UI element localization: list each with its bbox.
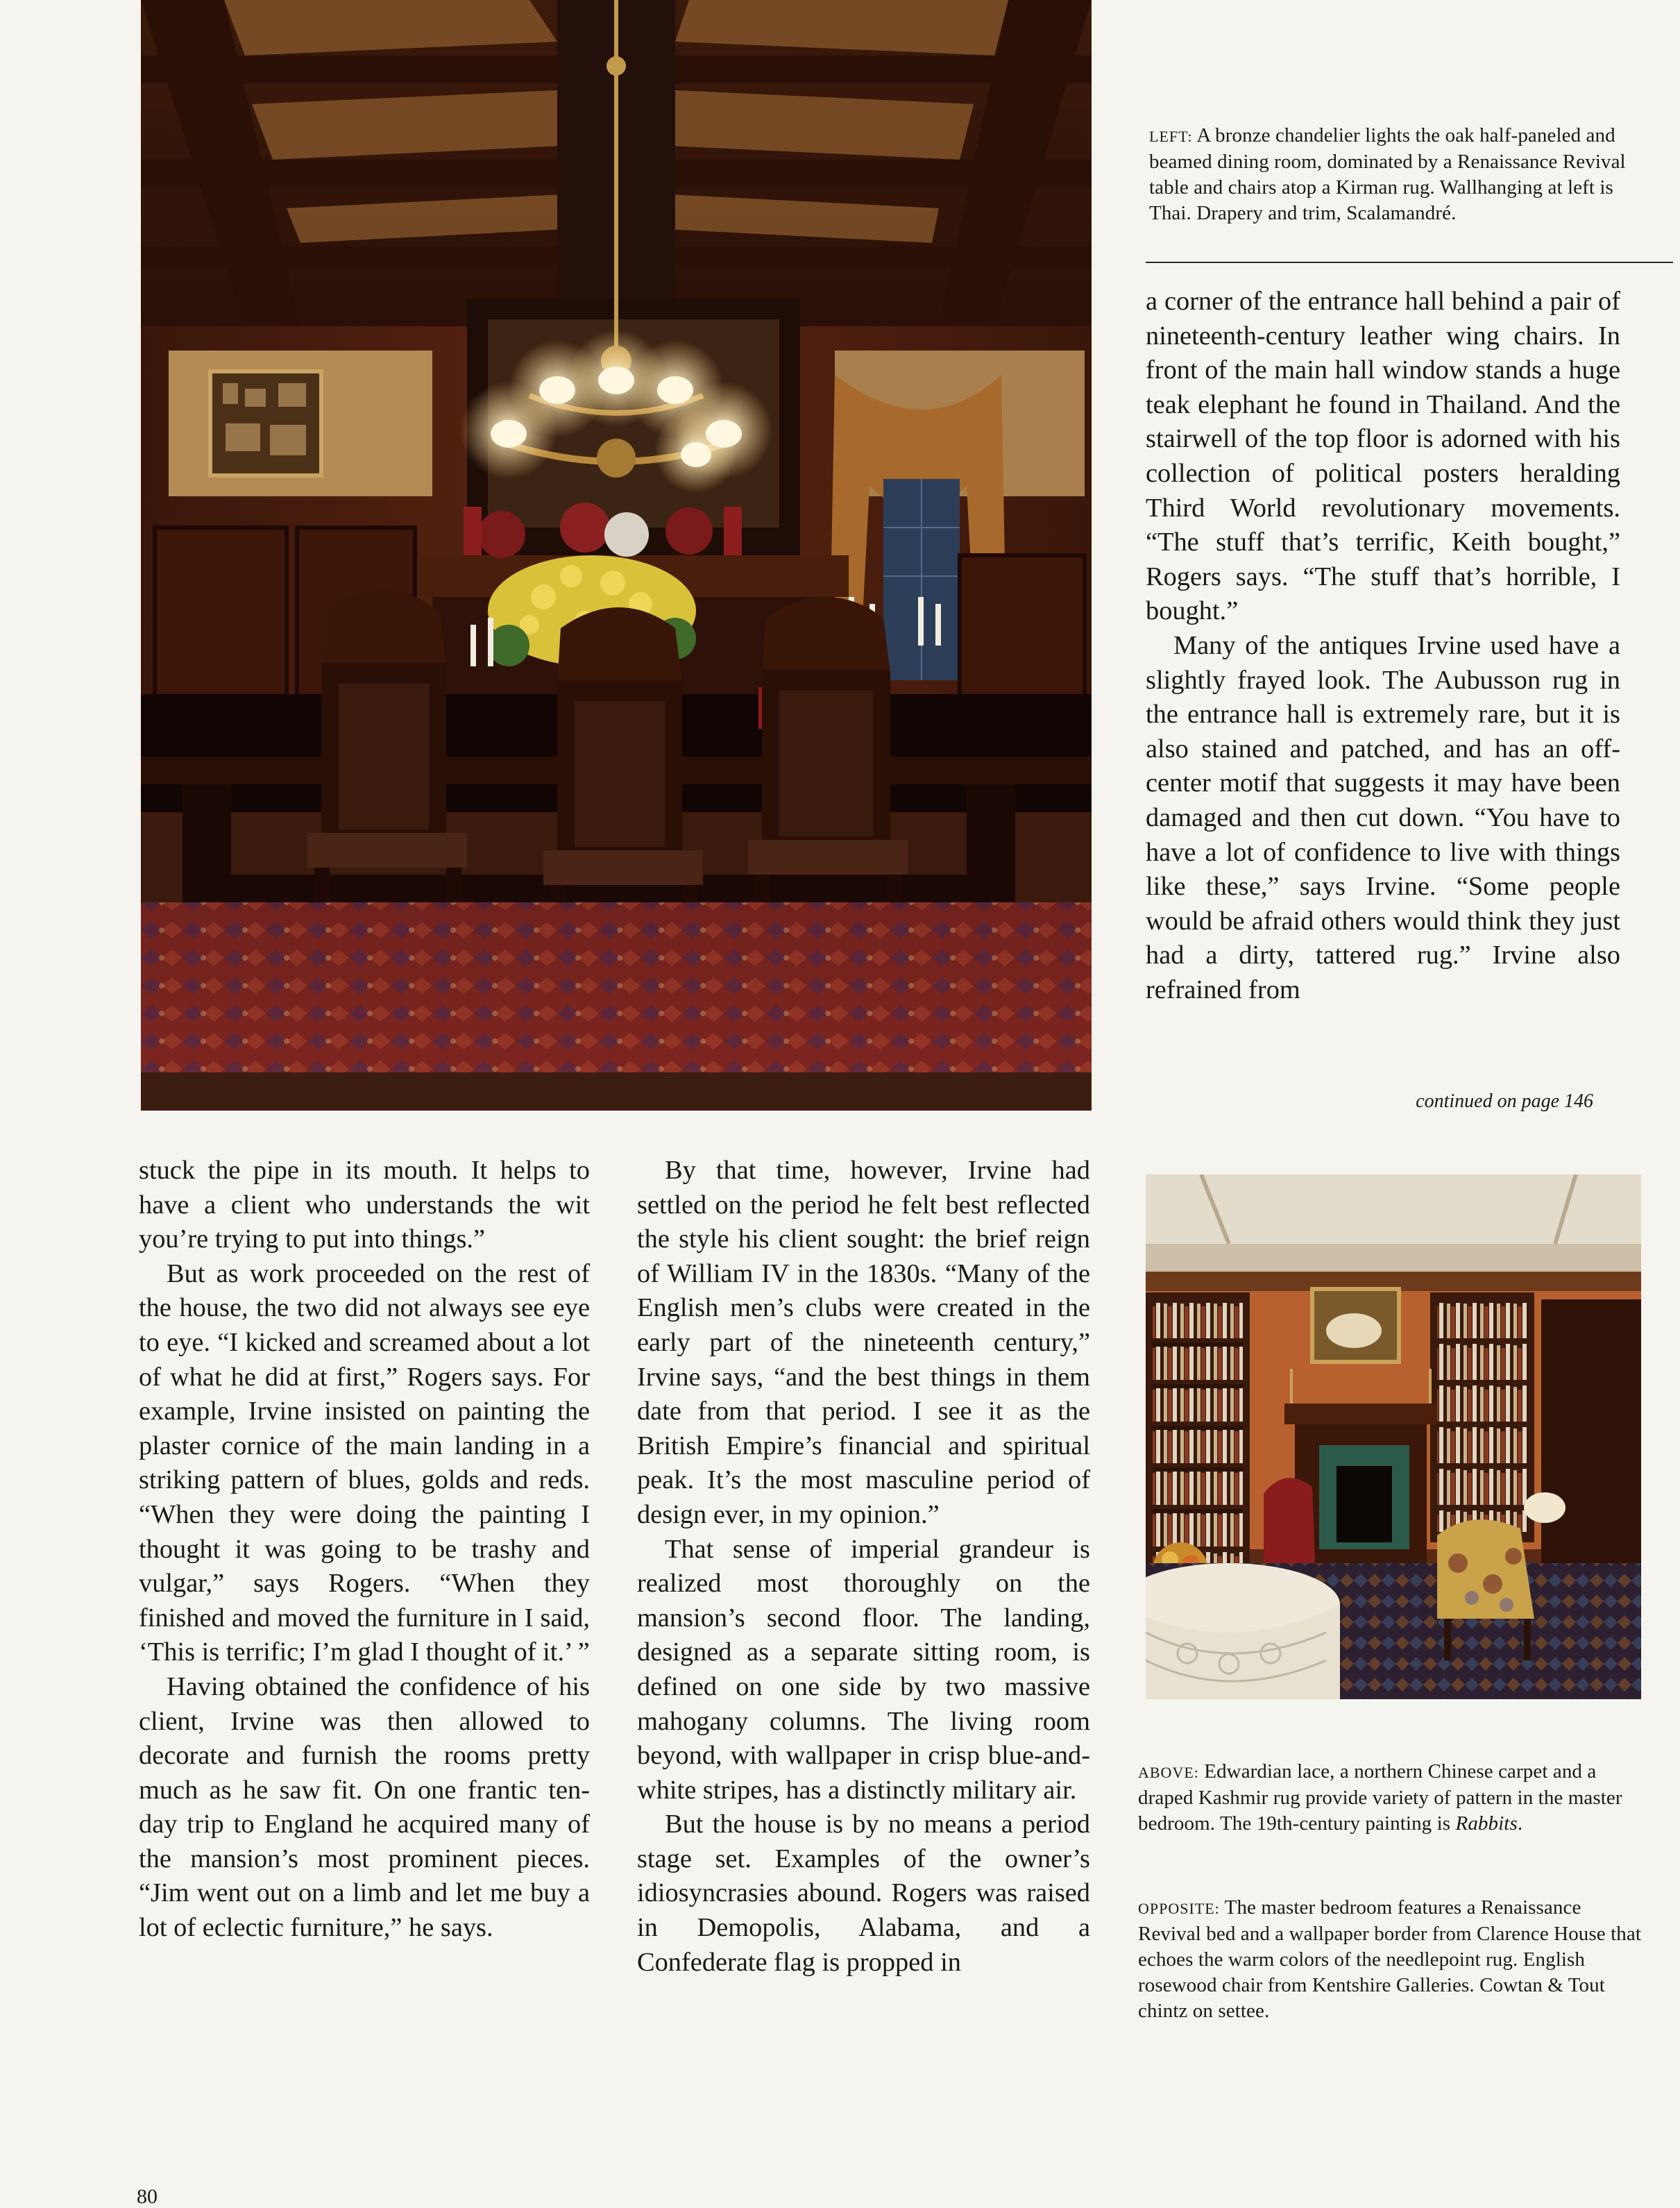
caption-tag: LEFT: — [1149, 128, 1193, 145]
paragraph: But as work proceeded on the rest of the house, the two did not always see eye to eye. “I kicked and screamed about a lot of what he did at first,” Rogers says. For example, Irvine insisted on painting the plaster cornice of the main landing in a striking pattern of blues, golds and reds. “When they were doing the painting I thought it was going to be trashy and vulgar,” says Rogers. “When they finished and moved the furniture in I said, ‘This is terrific; I’m glad I thought of it.’ ” — [139, 1258, 590, 1667]
paragraph: a corner of the entrance hall behind a pair of nineteenth-century leather wing chairs. In front of the main hall window stands a huge teak elephant he found in Thailand. And the stairwell of the top floor is adorned with his collection of political posters heralding Third World revolutionary movements. “The stuff that’s terrific, Keith bought,” Rogers says. “The stuff that’s horrible, I bought.” — [1146, 287, 1620, 626]
article-column-right — [1146, 285, 1620, 1007]
master-bedroom-photo — [1146, 1174, 1641, 1699]
caption-text: The master bedroom features a Renaissance Revival bed and a wallpaper border from Clarence House that echoes the warm colors of the needlepoint rug. English rosewood chair from Kentshire Galleries. Cowtan & Tout chintz on settee. — [1138, 1896, 1641, 2022]
painting-title: Rabbits — [1455, 1812, 1518, 1835]
photo-caption-above — [1138, 1759, 1648, 1837]
caption-divider — [1146, 262, 1673, 263]
page-number: 80 — [137, 2185, 158, 2208]
paragraph: stuck the pipe in its mouth. It helps to have a client who understands the wit you’re trying to put into things.” — [139, 1156, 590, 1254]
article-column-2 — [637, 1154, 1090, 1980]
paragraph: Many of the antiques Irvine used have a slightly frayed look. The Aubusson rug in the entrance hall is extremely rare, but it is also stained and patched, and has an off-center motif that suggests it may have been damaged and then cut down. “You have to have a lot of confidence to live with things like these,” says Irvine. “Some people would be afraid others would think they just had a dirty, tattered rug.” Irvine also refrained from — [1146, 630, 1620, 1004]
photo-caption-left — [1149, 123, 1631, 226]
dining-room-photo — [141, 0, 1092, 1111]
paragraph: That sense of imperial grandeur is realized most thoroughly on the mansion’s second floor. The landing, designed as a separate sitting room, is defined on one side by two massive mahogany columns. The living room beyond, with wallpaper in crisp blue-and-white stripes, has a distinctly military air. — [637, 1534, 1090, 1805]
continued-note: continued on page 146 — [1416, 1090, 1593, 1112]
caption-text: Edwardian lace, a northern Chinese carpet and a draped Kashmir rug provide variety of pattern in the master bedroom. The 19th-century painting is — [1138, 1760, 1622, 1835]
article-column-1 — [139, 1154, 590, 1946]
caption-tag: ABOVE: — [1138, 1764, 1199, 1781]
caption-text: A bronze chandelier lights the oak half-paneled and beamed dining room, dominated by a Renaissance Revival table and chairs atop a Kirman rug. Wallhanging at left is Thai. Drapery and trim, Scalamandré. — [1149, 124, 1626, 224]
photo-caption-opposite — [1138, 1895, 1648, 2024]
caption-end: . — [1517, 1812, 1523, 1835]
paragraph: Having obtained the confidence of his client, Irvine was then allowed to decorate and furnish the rooms pretty much as he saw fit. On one frantic ten-day trip to England he acquired many of the mansion’s most prominent pieces. “Jim went out on a limb and let me buy a lot of eclectic furniture,” he says. — [139, 1671, 590, 1943]
paragraph: By that time, however, Irvine had settled on the period he felt best reflected the style his client sought: the brief reign of William IV in the 1830s. “Many of the English men’s clubs were created in the early part of the nineteenth century,” Irvine says, “and the best things in them date from that period. I see it as the British Empire’s financial and spiritual peak. It’s the most masculine period of design ever, in my opinion.” — [637, 1156, 1090, 1529]
caption-tag: OPPOSITE: — [1138, 1900, 1220, 1917]
paragraph: But the house is by no means a period stage set. Examples of the owner’s idiosyncrasies abound. Rogers was raised in Demopolis, Alabama, and a Confederate flag is propped in — [637, 1810, 1090, 1977]
